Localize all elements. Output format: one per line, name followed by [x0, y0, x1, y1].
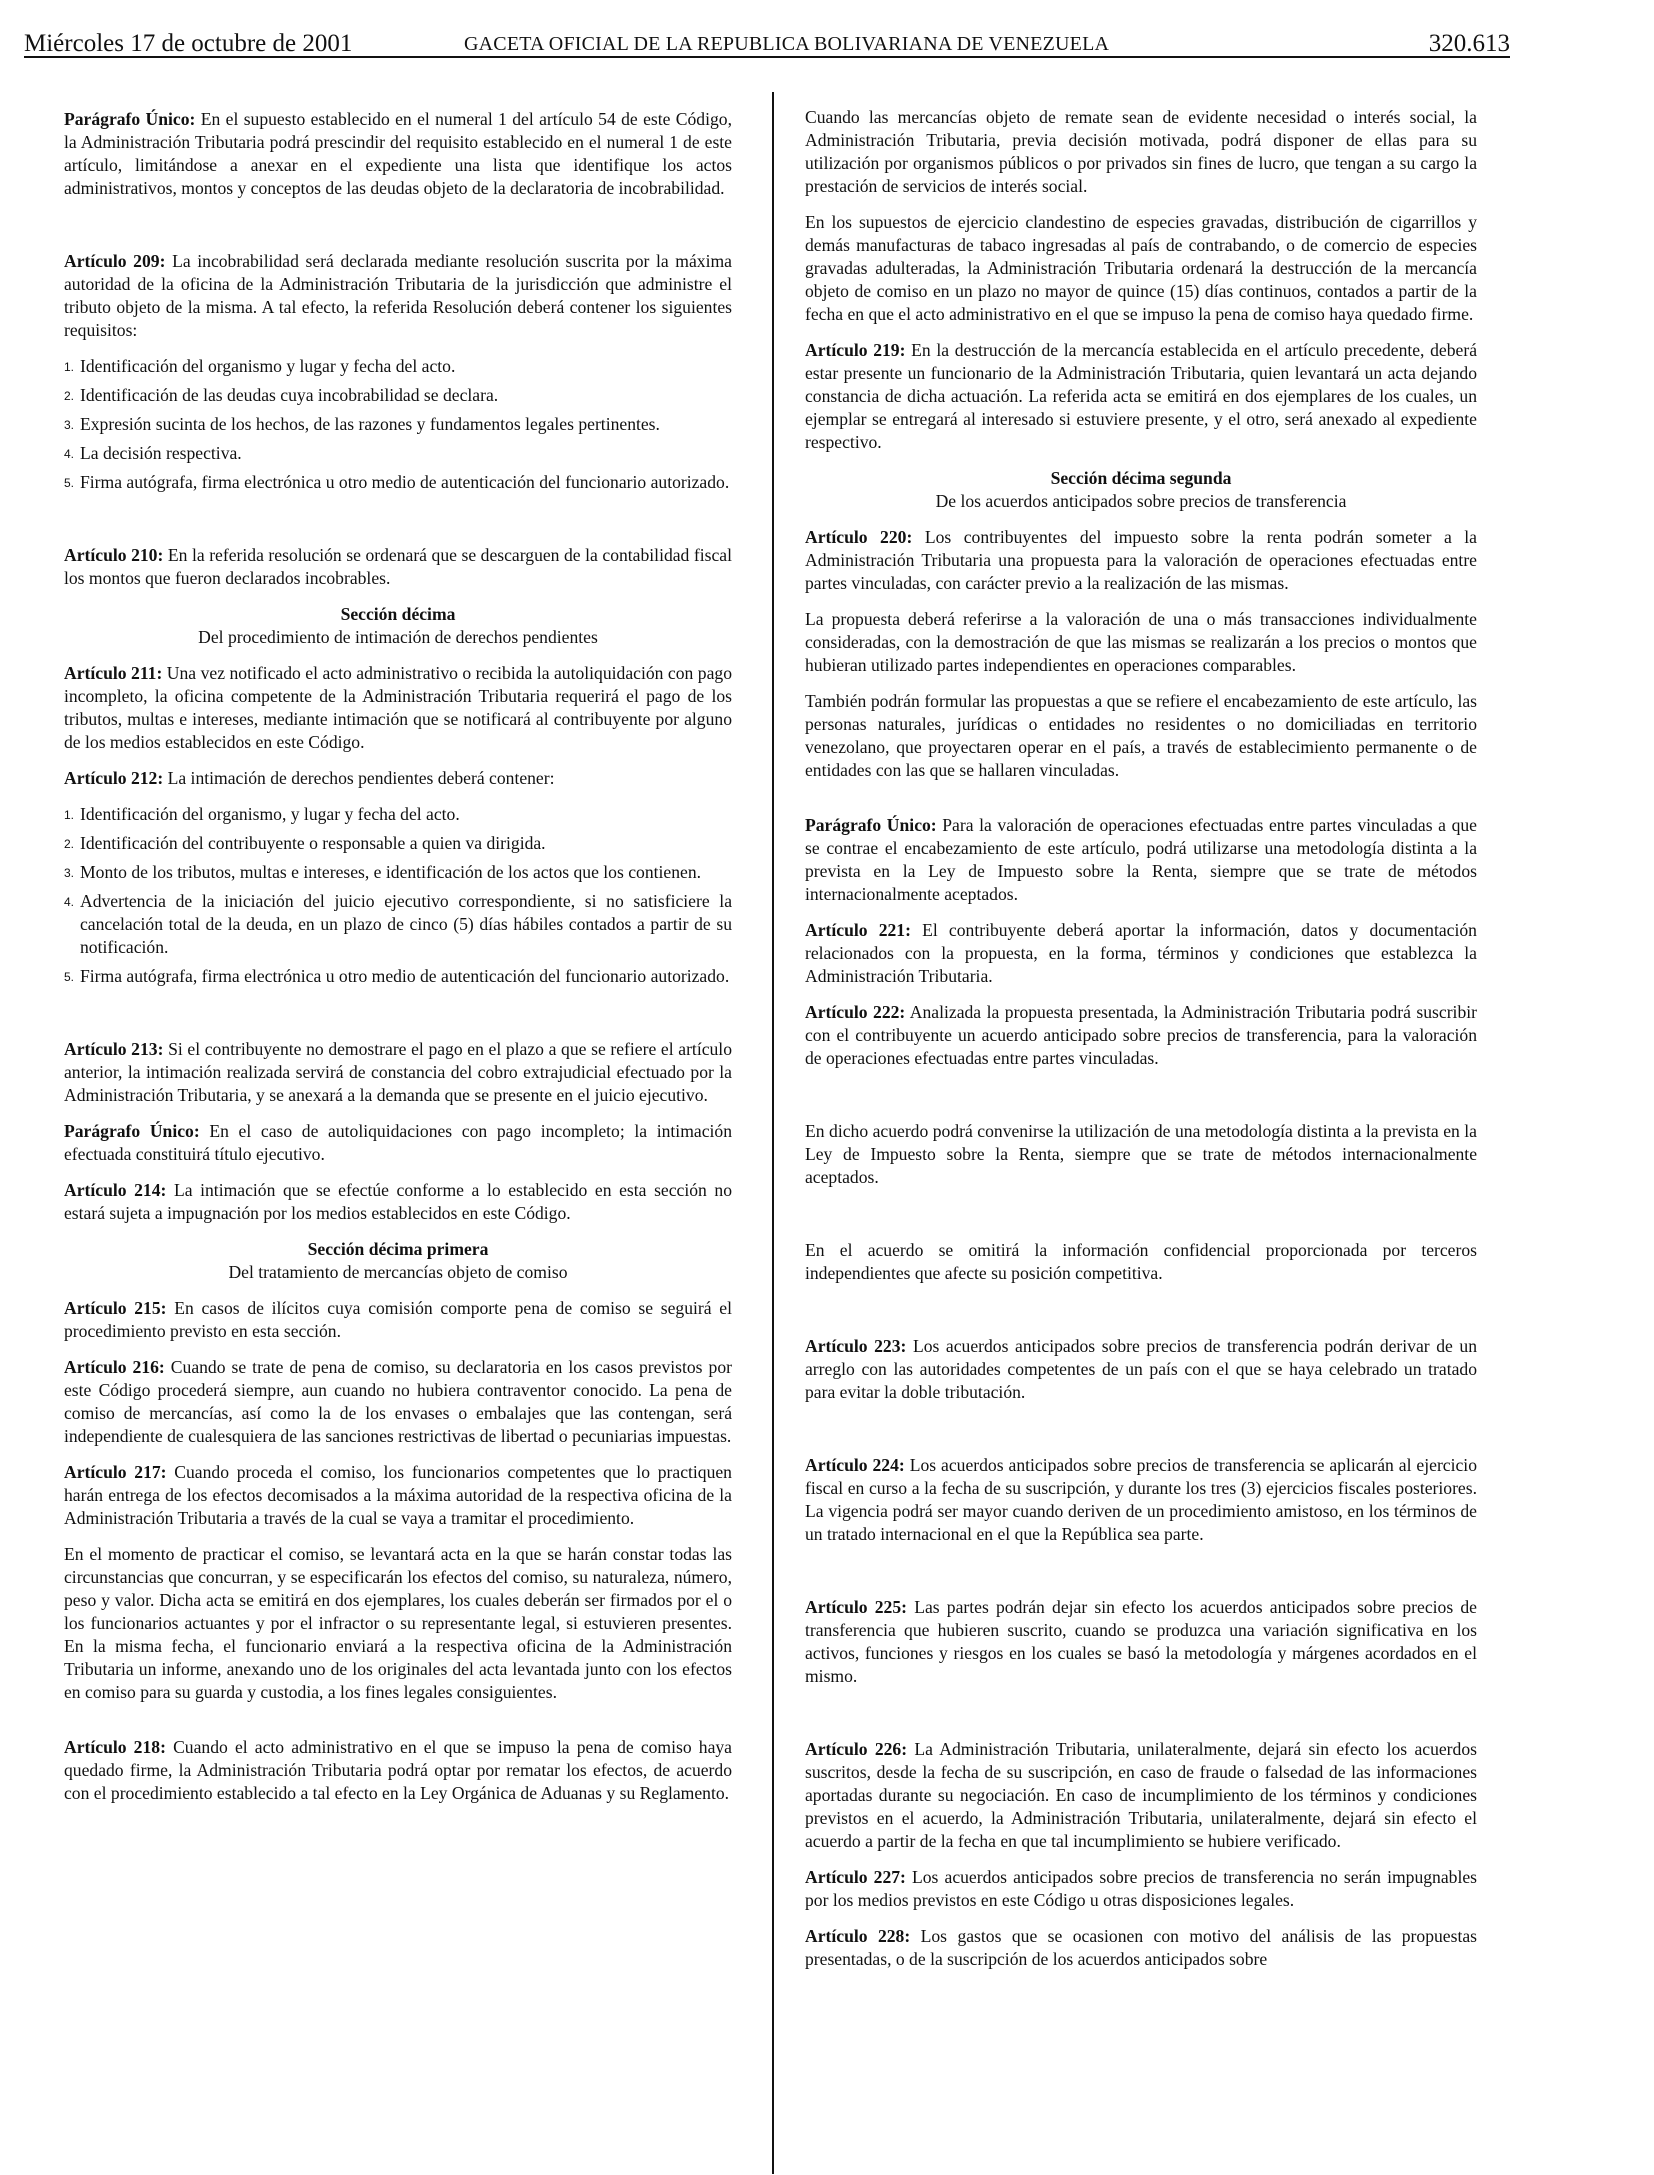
text: La Administración Tributaria, unilateralmente, dejará sin efecto los acuerdos suscritos, desde la fecha de su suscripción, en caso de fraude o falsedad de las informaciones aportadas durante su negociación. En caso de incumplimiento de los términos y condiciones previstos en el acuerdo, la Administración Tributaria, unilateralmente, dejará sin efecto el acuerdo a partir de la fecha en que tal incumplimiento se hubiere verificado.: [805, 1739, 1477, 1851]
label: Artículo 210:: [64, 545, 164, 565]
text: Una vez notificado el acto administrativo o recibida la autoliquidación con pago incompleto, la oficina competente de la Administración Tributaria requerirá el pago de los tributos, multas e intereses, mediante intimación que se notificará al contribuyente por alguno de los medios establecidos en este Código.: [64, 663, 733, 752]
label: Artículo 213:: [64, 1039, 164, 1059]
section-title: Sección décima: [340, 604, 456, 624]
page-number: 320.613: [1428, 30, 1510, 57]
left-column: [64, 108, 732, 1818]
section-heading: [64, 603, 732, 649]
label: Artículo 224:: [805, 1455, 905, 1475]
text: Analizada la propuesta presentada, la Administración Tributaria podrá suscribir con el contribuyente un acuerdo anticipado sobre precios de transferencia, para la valoración de operaciones efectuadas entre partes vinculadas.: [805, 1002, 1477, 1068]
text: Las partes podrán dejar sin efecto los acuerdos anticipados sobre precios de transferencia que hubieren suscrito, cuando se produzca una variación significativa en los activos, funciones y riesgos en los cuales se basó la metodología y márgenes acordados en el mismo.: [805, 1597, 1477, 1686]
right-column: [805, 106, 1477, 1984]
section-subtitle: Del tratamiento de mercancías objeto de comiso: [228, 1262, 568, 1282]
list-item: [64, 803, 732, 826]
paragrafo-unico-220: [805, 814, 1477, 906]
item-text: Identificación del contribuyente o responsable a quien va dirigida.: [80, 833, 546, 853]
item-text: Monto de los tributos, multas e intereses, e identificación de los actos que los contienen.: [80, 862, 702, 882]
list-209: [64, 355, 732, 494]
label: Artículo 223:: [805, 1336, 907, 1356]
label: Artículo 218:: [64, 1737, 166, 1757]
paragrafo-unico-208: [64, 108, 732, 200]
text: En la referida resolución se ordenará que se descarguen de la contabilidad fiscal los montos que fueron declarados incobrables.: [64, 545, 732, 588]
articulo-213: [64, 1038, 732, 1107]
articulo-214: [64, 1179, 732, 1225]
label: Artículo 227:: [805, 1867, 906, 1887]
label: Artículo 211:: [64, 663, 163, 683]
label: Parágrafo Único:: [64, 1121, 200, 1141]
label: Artículo 217:: [64, 1462, 167, 1482]
articulo-210: [64, 544, 732, 590]
page-header: [24, 30, 1510, 58]
list-item: [64, 384, 732, 407]
text: Cuando proceda el comiso, los funcionarios competentes que lo practiquen harán entrega de los efectos decomisados a la máxima autoridad de la respectiva oficina de la Administración Tributaria a través de la cual se vaya a tramitar el procedimiento.: [64, 1462, 732, 1528]
list-item: [64, 832, 732, 855]
articulo-215: [64, 1297, 732, 1343]
label: Artículo 212:: [64, 768, 164, 788]
item-number: 3.: [64, 418, 75, 432]
label: Artículo 214:: [64, 1180, 167, 1200]
paragraph-220-b: [805, 690, 1477, 782]
label: Artículo 228:: [805, 1926, 911, 1946]
item-number: 5.: [64, 476, 75, 490]
articulo-223: [805, 1335, 1477, 1404]
item-text: Firma autógrafa, firma electrónica u otro medio de autenticación del funcionario autorizado.: [80, 472, 730, 492]
section-subtitle: De los acuerdos anticipados sobre precios de transferencia: [935, 491, 1347, 511]
item-number: 4.: [64, 895, 75, 909]
articulo-225: [805, 1596, 1477, 1688]
list-item: [64, 442, 732, 465]
text: En el caso de autoliquidaciones con pago incompleto; la intimación efectuada constituirá título ejecutivo.: [64, 1121, 732, 1164]
articulo-222: [805, 1001, 1477, 1070]
item-text: Expresión sucinta de los hechos, de las razones y fundamentos legales pertinentes.: [80, 414, 660, 434]
text: Los acuerdos anticipados sobre precios de transferencia se aplicarán al ejercicio fiscal en curso a la fecha de su suscripción, y durante los tres (3) ejercicios fiscales posteriores. La vigencia podrá ser mayor cuando deriven de un procedimiento amistoso, en los términos de un tratado internacional en el que la República sea parte.: [805, 1455, 1477, 1544]
item-number: 5.: [64, 970, 75, 984]
articulo-228: [805, 1925, 1477, 1971]
label: Artículo 216:: [64, 1357, 165, 1377]
list-item: [64, 965, 732, 988]
articulo-212: [64, 767, 732, 790]
item-text: Identificación del organismo y lugar y fecha del acto.: [80, 356, 456, 376]
text: El contribuyente deberá aportar la información, datos y documentación relacionados con la propuesta, en la forma, términos y condiciones que establezca la Administración Tributaria.: [805, 920, 1477, 986]
list-item: [64, 471, 732, 494]
paragraph-220-a: [805, 608, 1477, 677]
paragraph-218-b: [805, 106, 1477, 198]
articulo-217: [64, 1461, 732, 1530]
label: Artículo 220:: [805, 527, 913, 547]
label: Artículo 209:: [64, 251, 166, 271]
text: En casos de ilícitos cuya comisión comporte pena de comiso se seguirá el procedimiento previsto en esta sección.: [64, 1298, 732, 1341]
text: Los acuerdos anticipados sobre precios de transferencia no serán impugnables por los medios previstos en este Código u otras disposiciones legales.: [805, 1867, 1477, 1910]
label: Artículo 225:: [805, 1597, 907, 1617]
articulo-216: [64, 1356, 732, 1448]
articulo-220: [805, 526, 1477, 595]
text: La propuesta deberá referirse a la valoración de una o más transacciones individualmente consideradas, con la demostración de que las mismas se realizarán a los precios o montos que hubieran utilizado partes independientes en operaciones comparables.: [805, 609, 1477, 675]
section-title: Sección décima segunda: [1050, 468, 1232, 488]
articulo-218: [64, 1736, 732, 1805]
text: En el acuerdo se omitirá la información confidencial proporcionada por terceros independientes que afecte su posición competitiva.: [805, 1240, 1477, 1283]
list-item: [64, 413, 732, 436]
section-title: Sección décima primera: [307, 1239, 489, 1259]
text: En los supuestos de ejercicio clandestino de especies gravadas, distribución de cigarrillos y demás manufacturas de tabaco ingresadas al país de contrabando, o de comercio de especies gravadas adulteradas, la Administración Tributaria ordenará la destrucción de la mercancía objeto de comiso en un plazo no mayor de quince (15) días continuos, contados a partir de la fecha en que el acto administrativo en el que se impuso la pena de comiso haya quedado firme.: [805, 212, 1477, 324]
label: Artículo 226:: [805, 1739, 908, 1759]
text: La intimación que se efectúe conforme a lo establecido en esta sección no estará sujeta a impugnación por los medios establecidos en este Código.: [64, 1180, 732, 1223]
text: Cuando se trate de pena de comiso, su declaratoria en los casos previstos por este Código procederá siempre, aun cuando no hubiera contraventor conocido. La pena de comiso de mercancías, así como la de los envases o embalajes que las contengan, será independiente de cualesquiera de las sanciones restrictivas de libertad o pecuniarias impuestas.: [64, 1357, 732, 1446]
paragraph-217: [64, 1543, 732, 1704]
text: Cuando el acto administrativo en el que se impuso la pena de comiso haya quedado firme, la Administración Tributaria podrá optar por rematar los efectos, de acuerdo con el procedimiento establecido a tal efecto en la Ley Orgánica de Aduanas y su Reglamento.: [64, 1737, 732, 1803]
articulo-226: [805, 1738, 1477, 1853]
list-item: [64, 355, 732, 378]
label: Parágrafo Único:: [64, 109, 196, 129]
articulo-219: [805, 339, 1477, 454]
item-text: La decisión respectiva.: [80, 443, 242, 463]
text: En el supuesto establecido en el numeral 1 del artículo 54 de este Código, la Administración Tributaria podrá prescindir del requisito establecido en el numeral 1 de este artículo, limitándose a anexar en el expediente una lista que identifique los actos administrativos, montos y conceptos de las deudas objeto de la declaratoria de incobrabilidad.: [64, 109, 732, 198]
text: Los acuerdos anticipados sobre precios de transferencia podrán derivar de un arreglo con las autoridades competentes de un país con el que se haya celebrado un tratado para evitar la doble tributación.: [805, 1336, 1477, 1402]
item-text: Identificación del organismo, y lugar y fecha del acto.: [80, 804, 460, 824]
section-subtitle: Del procedimiento de intimación de derechos pendientes: [198, 627, 598, 647]
label: Artículo 222:: [805, 1002, 906, 1022]
articulo-221: [805, 919, 1477, 988]
list-item: [64, 890, 732, 959]
text: También podrán formular las propuestas a que se refiere el encabezamiento de este artículo, las personas naturales, jurídicas o entidades no residentes o no domiciliadas en territorio venezolano, que proyectaren operar en el país, a través de establecimiento permanente o de entidades con las que se hallaren vinculadas.: [805, 691, 1477, 780]
item-number: 4.: [64, 447, 75, 461]
list-item: [64, 861, 732, 884]
text: Si el contribuyente no demostrare el pago en el plazo a que se refiere el artículo anterior, la intimación realizada servirá de constancia del cobro extrajudicial efectuado por la Administración Tributaria, y se anexará a la demanda que se presente en el juicio ejecutivo.: [64, 1039, 732, 1105]
articulo-224: [805, 1454, 1477, 1546]
item-text: Firma autógrafa, firma electrónica u otro medio de autenticación del funcionario autorizado.: [80, 966, 730, 986]
label: Artículo 215:: [64, 1298, 167, 1318]
item-number: 2.: [64, 389, 75, 403]
list-212: [64, 803, 732, 988]
paragrafo-unico-213: [64, 1120, 732, 1166]
text: La intimación de derechos pendientes deberá contener:: [163, 768, 555, 788]
item-text: Advertencia de la iniciación del juicio ejecutivo correspondiente, si no satisficiere la cancelación total de la deuda, en un plazo de cinco (5) días hábiles contados a partir de su notificación.: [80, 891, 732, 957]
articulo-227: [805, 1866, 1477, 1912]
item-text: Identificación de las deudas cuya incobrabilidad se declara.: [80, 385, 499, 405]
section-heading: [805, 467, 1477, 513]
item-number: 1.: [64, 808, 75, 822]
label: Artículo 219:: [805, 340, 906, 360]
text: En el momento de practicar el comiso, se levantará acta en la que se harán constar todas las circunstancias que concurran, y se especificarán los efectos del comiso, su naturaleza, número, peso y valor. Dicha acta se emitirá en dos ejemplares, los cuales deberán ser firmados por el o los funcionarios actuantes y por el infractor o su representante legal, si estuvieren presentes. En la misma fecha, el funcionario enviará a la respectiva oficina de la Administración Tributaria un informe, anexando uno de los originales del acta levantada junto con los efectos en comiso para su guarda y custodia, a los fines legales consiguientes.: [64, 1544, 732, 1702]
paragraph-222-b: [805, 1239, 1477, 1285]
section-heading: [64, 1238, 732, 1284]
text: Los contribuyentes del impuesto sobre la renta podrán someter a la Administración Tributaria una propuesta para la valoración de operaciones efectuadas entre partes vinculadas, con carácter previo a la realización de las mismas.: [805, 527, 1477, 593]
articulo-209: [64, 250, 732, 342]
label: Artículo 221:: [805, 920, 911, 940]
text: En la destrucción de la mercancía establecida en el artículo precedente, deberá estar presente un funcionario de la Administración Tributaria, quien levantará un acta dejando constancia de dicha actuación. La referida acta se emitirá en dos ejemplares de los cuales, un ejemplar se entregará al interesado si estuviere presente, y el otro, será anexado al expediente respectivo.: [805, 340, 1477, 452]
column-divider: [772, 92, 774, 2174]
paragraph-222-a: [805, 1120, 1477, 1189]
text: La incobrabilidad será declarada mediante resolución suscrita por la máxima autoridad de la oficina de la Administración Tributaria de la jurisdicción que administre el tributo objeto de la misma. A tal efecto, la referida Resolución deberá contener los siguientes requisitos:: [64, 251, 732, 340]
articulo-211: [64, 662, 732, 754]
item-number: 3.: [64, 866, 75, 880]
text: En dicho acuerdo podrá convenirse la utilización de una metodología distinta a la prevista en la Ley de Impuesto sobre la Renta, siempre que se trate de métodos internacionalmente aceptados.: [805, 1121, 1477, 1187]
text: Cuando las mercancías objeto de remate sean de evidente necesidad o interés social, la Administración Tributaria, previa decisión motivada, podrá disponer de ellas para su utilización por organismos públicos o por privados sin fines de lucro, que tengan a su cargo la prestación de servicios de interés social.: [805, 107, 1477, 196]
item-number: 1.: [64, 360, 75, 374]
text: Para la valoración de operaciones efectuadas entre partes vinculadas a que se contrae el encabezamiento de este artículo, podrá utilizarse una metodología distinta a la prevista en la Ley de Impuesto sobre la Renta, siempre que se trate de métodos internacionalmente aceptados.: [805, 815, 1477, 904]
paragraph-218-c: [805, 211, 1477, 326]
text: Los gastos que se ocasionen con motivo del análisis de las propuestas presentadas, o de la suscripción de los acuerdos anticipados sobre: [805, 1926, 1477, 1969]
label: Parágrafo Único:: [805, 815, 937, 835]
issue-date: Miércoles 17 de octubre de 2001: [24, 30, 353, 57]
item-number: 2.: [64, 837, 75, 851]
gazette-title: GACETA OFICIAL DE LA REPUBLICA BOLIVARIANA DE VENEZUELA: [464, 33, 1110, 55]
